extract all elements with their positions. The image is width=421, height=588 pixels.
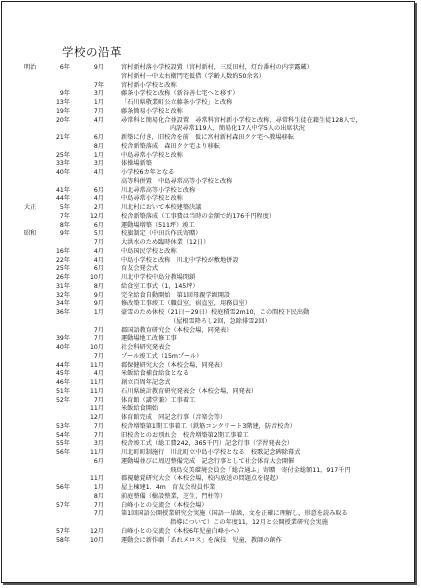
history-row-month: 3月 bbox=[93, 440, 104, 448]
history-row-text: 中島尋常小学校と改称 bbox=[121, 195, 183, 203]
history-row-text: 運動場地工改修工事 bbox=[121, 335, 177, 343]
history-row-year: 9年 bbox=[59, 230, 70, 238]
history-row bbox=[2, 449, 414, 458]
history-row-month: 11月 bbox=[89, 361, 104, 369]
history-row-text: 校舎新築落成 森田クケ宅より移転 bbox=[121, 142, 220, 150]
history-row-text: 運動場増築（511坪）竣工 bbox=[121, 221, 195, 229]
history-row-text: 高等科併置 中島尋常高等小学校と改称 bbox=[121, 177, 233, 185]
history-row bbox=[2, 327, 414, 336]
history-row-month: 5月 bbox=[93, 230, 104, 238]
history-row-text: 郡視聴覚研究大会（本校会場，校内放送の問題点を提起） bbox=[121, 475, 282, 483]
history-row bbox=[2, 213, 414, 222]
history-row bbox=[2, 187, 414, 196]
history-row bbox=[2, 423, 414, 432]
history-row-month: 6月 bbox=[93, 265, 104, 273]
history-row-text: 内訳尋常119人，簡易化17人中学5人の出席状況 bbox=[170, 125, 305, 133]
history-row-month: 11月 bbox=[89, 475, 104, 483]
history-row-year: 33年 bbox=[55, 160, 70, 168]
history-row-text: 尋常科と簡易化合並設置 尋常科宮村新小学校と改称，尋常科生徒在籍生徒128人で， bbox=[121, 116, 362, 124]
history-row-month: 1月 bbox=[93, 99, 104, 106]
history-row-month: 12月 bbox=[89, 414, 104, 421]
history-row-year: 25年 bbox=[55, 151, 70, 159]
history-row-month: 1月 bbox=[93, 309, 104, 316]
history-row bbox=[2, 353, 414, 362]
history-row bbox=[2, 467, 414, 476]
history-row bbox=[2, 344, 414, 353]
history-row-month: 9月 bbox=[93, 64, 104, 71]
history-row bbox=[2, 117, 414, 126]
history-row-year: 19年 bbox=[55, 107, 70, 115]
history-row bbox=[2, 309, 414, 318]
history-row bbox=[2, 178, 414, 187]
history-row-year: 46年 bbox=[55, 379, 70, 386]
history-row-month: 3月 bbox=[93, 90, 104, 98]
history-row-month: 4月 bbox=[93, 116, 104, 124]
history-row-text: 給食室工事式（1，145坪） bbox=[121, 282, 199, 290]
history-row-month: 7月 bbox=[93, 352, 104, 360]
history-row-text: 中島小学校と改称 川北中学校が敷地併設 bbox=[121, 256, 239, 264]
history-row-year: 16年 bbox=[55, 247, 70, 255]
page-title: 学校の沿革 bbox=[62, 45, 122, 59]
history-row-month: 7月 bbox=[93, 510, 104, 518]
history-row bbox=[2, 484, 414, 493]
history-row bbox=[2, 493, 414, 502]
history-row bbox=[2, 405, 414, 414]
history-row-month: 10月 bbox=[89, 536, 104, 544]
history-row-text: 米飯給食補食給食となる bbox=[121, 370, 190, 378]
history-row-year: 51年 bbox=[55, 387, 70, 395]
history-row bbox=[2, 440, 414, 449]
history-row-year: 8年 bbox=[59, 221, 70, 229]
history-row bbox=[2, 152, 414, 161]
history-row-text: 宮村新小学校と改称 bbox=[121, 81, 177, 89]
history-row-era: 昭和 bbox=[24, 230, 37, 238]
history-row-month: 7月 bbox=[93, 501, 104, 509]
history-row-year: 40年 bbox=[55, 344, 70, 351]
history-row-year: 54年 bbox=[55, 431, 70, 439]
history-row-month: 12月 bbox=[89, 212, 104, 220]
history-row bbox=[2, 195, 414, 204]
history-row-text: 創立百周年記念式 bbox=[121, 379, 171, 386]
history-row-month: 1月 bbox=[93, 151, 104, 159]
history-row-year: 22年 bbox=[55, 256, 70, 264]
history-row-text: 体育館完成 同記念行事（音楽会等） bbox=[121, 414, 227, 421]
history-row bbox=[2, 519, 414, 528]
history-row-year: 57年 bbox=[55, 527, 70, 535]
history-row-text: 校舎新築落成（工事費は当時の金額で約176千円程度） bbox=[121, 212, 276, 220]
history-row-text: （屋根雪降ろし2回，急除排雪2回） bbox=[170, 317, 271, 325]
document-page bbox=[1, 1, 415, 583]
history-row-year: 26年 bbox=[55, 274, 70, 281]
history-row-text: 校舎増築第1期工事着工（鉄筋コンクリート3階建，防音校舎） bbox=[121, 422, 296, 430]
history-row-text: 宮村新村一中太右衛門宅仮借（学齢人数約50余名） bbox=[121, 72, 265, 80]
history-row-month: 9月 bbox=[93, 291, 104, 299]
history-row-month: 6月 bbox=[93, 457, 104, 465]
history-row bbox=[2, 283, 414, 292]
history-row-year: 31年 bbox=[55, 282, 70, 290]
history-row bbox=[2, 528, 414, 537]
history-row-year: 34年 bbox=[55, 300, 70, 308]
history-row-month: 7月 bbox=[93, 431, 104, 439]
history-row-month: 7月 bbox=[93, 422, 104, 430]
history-row-text: 体操場新築 bbox=[121, 160, 152, 168]
history-row bbox=[2, 99, 414, 108]
history-row-year: 52年 bbox=[55, 396, 70, 404]
history-row bbox=[2, 82, 414, 91]
history-row-month: 8月 bbox=[93, 282, 104, 290]
history-row-month: 8月 bbox=[93, 492, 104, 500]
history-row-text: 体育館（講堂兼）工事着工 bbox=[121, 396, 196, 404]
history-row-text: 飛鳥交美環境会員会「総合通ふ」寄贈 寄付金総額11，917千円 bbox=[170, 466, 351, 474]
history-row-year: 9年 bbox=[59, 90, 70, 98]
history-row-month: 7月 bbox=[93, 335, 104, 343]
history-row-text: 旧校舎とのお別れ会 校舎増築第2期工事着工 bbox=[121, 431, 249, 439]
history-row bbox=[2, 204, 414, 213]
history-row-text: 屋上棟建1．4m 育友会役員作業 bbox=[121, 484, 216, 491]
history-row bbox=[2, 300, 414, 309]
history-row-text: 藤条小学校と改称（新谷善七宅へと移す） bbox=[121, 90, 239, 98]
history-row bbox=[2, 414, 414, 423]
history-row bbox=[2, 160, 414, 169]
history-row-year: 39年 bbox=[55, 335, 70, 343]
history-row-text: 郡保健研究大会（本校会場，同発表） bbox=[121, 361, 227, 369]
history-row bbox=[2, 108, 414, 117]
history-row bbox=[2, 458, 414, 467]
history-row-year: 6年 bbox=[59, 64, 70, 71]
history-row-text: 白峰小との交流会（本校6年児童白峰小へ） bbox=[121, 527, 243, 535]
history-row-year: 56年 bbox=[55, 484, 70, 491]
history-row bbox=[2, 125, 414, 134]
history-row-month: 6月 bbox=[93, 221, 104, 229]
history-row-text: 運動場並びに周辺整備完成 記念行事として社会体育大会開催 bbox=[121, 457, 295, 465]
history-row bbox=[2, 169, 414, 178]
history-row bbox=[2, 510, 414, 519]
history-row bbox=[2, 379, 414, 388]
history-row-month: 7年 bbox=[93, 81, 104, 89]
history-row-year: 20年 bbox=[55, 116, 70, 124]
history-row-month: 4月 bbox=[93, 195, 104, 203]
history-row bbox=[2, 537, 414, 546]
history-row-text: 白峰小との交流会（本校会場） bbox=[121, 501, 208, 509]
history-row-text: 郡国語教育研究会（本校会場，同発表） bbox=[121, 326, 233, 334]
history-row-text: 「石川県敬業町公立藤条小学校」と改称 bbox=[121, 99, 233, 106]
history-row bbox=[2, 362, 414, 371]
history-row-year: 21年 bbox=[55, 134, 70, 141]
history-row-month: 9月 bbox=[93, 300, 104, 308]
history-row bbox=[2, 73, 414, 82]
history-row bbox=[2, 292, 414, 301]
history-row bbox=[2, 239, 414, 248]
history-row-month: 11月 bbox=[89, 449, 104, 456]
history-row-text: 川北町町制施行 川北町立中島小学校となる 校歌記念碑除幕式 bbox=[121, 449, 301, 456]
history-row-year: 44年 bbox=[55, 195, 70, 203]
history-row-year: 44年 bbox=[55, 361, 70, 369]
history-row bbox=[2, 475, 414, 484]
history-row-text: 新築に付き，旧校舎を前 仮に宮村新村森田クケ宅へ教場移転 bbox=[121, 134, 295, 141]
history-row-text: プール竣工式（15mプール） bbox=[121, 352, 203, 360]
history-row-text: 川北村において本校建築決議 bbox=[121, 204, 202, 211]
history-row-month: 8月 bbox=[93, 142, 104, 150]
history-row bbox=[2, 134, 414, 143]
history-row bbox=[2, 143, 414, 152]
history-row-month: 6月 bbox=[93, 134, 104, 141]
history-row-year: 7年 bbox=[59, 212, 70, 220]
history-row-month: 11月 bbox=[89, 387, 104, 395]
history-row-month: 10月 bbox=[89, 344, 104, 351]
history-row bbox=[2, 64, 414, 73]
history-row-year: 36年 bbox=[55, 309, 70, 316]
history-row bbox=[2, 335, 414, 344]
history-row-text: 川北尋常高等小学校と改称 bbox=[121, 186, 196, 194]
history-row bbox=[2, 388, 414, 397]
history-row-text: 校舎竣工式（総工費242，365千円）記念行事（学習発表会） bbox=[121, 440, 294, 448]
history-row-text: 石川県統計教育研究発表会（本校会場，同発表） bbox=[121, 387, 258, 395]
history-row-text: 藤条簡易小学校と改称 bbox=[121, 107, 183, 115]
history-row bbox=[2, 274, 414, 283]
history-row-month: 12月 bbox=[89, 527, 104, 535]
history-row-month: 10月 bbox=[89, 274, 104, 281]
history-row-month: 6月 bbox=[93, 186, 104, 194]
history-row-text: 修改築工事竣工（職員室，宿直室，用務員室） bbox=[121, 300, 251, 308]
history-row-month: 7月 bbox=[93, 239, 104, 246]
history-row-month: 7月 bbox=[93, 326, 104, 334]
history-row bbox=[2, 502, 414, 511]
history-row-month: 11月 bbox=[89, 405, 104, 413]
history-row-year: 41年 bbox=[55, 186, 70, 194]
history-row-month: 2月 bbox=[93, 204, 104, 211]
history-row-month: 4月 bbox=[93, 169, 104, 176]
history-row bbox=[2, 90, 414, 99]
history-row-month: 4月 bbox=[93, 256, 104, 264]
history-row-text: 宮村新村落小学校設置（宮村新村，三反田村，灯台番村の内字露蔵） bbox=[121, 64, 313, 71]
history-row-era: 大正 bbox=[24, 204, 37, 211]
history-row bbox=[2, 265, 414, 274]
history-row-text: 社会科研究発表会 bbox=[121, 344, 171, 351]
history-row-text: 指導について）この年度11，12月と公開授業研究会実施 bbox=[170, 519, 328, 526]
history-row bbox=[2, 248, 414, 257]
history-row bbox=[2, 230, 414, 239]
history-row-text: 育友会発会式 bbox=[121, 265, 159, 273]
history-row bbox=[2, 397, 414, 406]
history-row-year: 13年 bbox=[55, 99, 70, 106]
history-row-year: 56年 bbox=[55, 449, 70, 456]
history-row bbox=[2, 318, 414, 327]
history-row-year: 5年 bbox=[59, 204, 70, 211]
history-row-text: 運動会に新作劇「あれメロス」を演技 児童，教師の創作 bbox=[121, 536, 282, 544]
history-row-year: 40年 bbox=[55, 169, 70, 176]
history-row-month: 3月 bbox=[93, 160, 104, 168]
history-row-year: 45年 bbox=[55, 370, 70, 378]
history-row-text: 川北中学校中島分教場閉鎖 bbox=[121, 274, 196, 281]
history-row-year: 25年 bbox=[55, 265, 70, 273]
history-row bbox=[2, 222, 414, 231]
history-list bbox=[2, 64, 414, 545]
history-row-month: 4月 bbox=[93, 370, 104, 378]
history-row-month: 7月 bbox=[93, 396, 104, 404]
history-row-year: 58年 bbox=[55, 536, 70, 544]
history-row-month: 11月 bbox=[89, 379, 104, 386]
history-row-text: 第1回国語公開授業研究会実施（国語一単級，文を正確に理解し，形意を読み取る bbox=[121, 510, 348, 518]
history-row-text: 大洪水のため臨時休業（12日） bbox=[121, 239, 210, 246]
history-row-year: 55年 bbox=[55, 440, 70, 448]
history-row-text: 米飯給食開始 bbox=[121, 405, 159, 413]
history-row-month: 1月 bbox=[93, 484, 104, 491]
history-row-year: 32年 bbox=[55, 291, 70, 299]
history-row-text: 中島国民学校と改称 bbox=[121, 247, 177, 255]
history-row-month: 7月 bbox=[93, 107, 104, 115]
history-row bbox=[2, 257, 414, 266]
history-row-year: 57年 bbox=[55, 501, 70, 509]
history-row-text: 小学校6カ年となる bbox=[121, 169, 175, 176]
history-row-text: 豪雪のため休校（21日～29日）校庭積雪2m10，この間校下民出動 bbox=[121, 309, 310, 316]
history-row-era: 明治 bbox=[24, 64, 37, 71]
history-row-text: 前庭整備（樹設整業，芝生，門柱等） bbox=[121, 492, 227, 500]
history-row-text: 完全給食自動開始 第1回母親学級開設 bbox=[121, 291, 231, 299]
history-row-text: 校旗制定（中田兵作氏寄贈） bbox=[121, 230, 202, 238]
history-row bbox=[2, 370, 414, 379]
history-row bbox=[2, 432, 414, 441]
history-row-month: 4月 bbox=[93, 247, 104, 255]
history-row-year: 53年 bbox=[55, 422, 70, 430]
history-row-text: 中島尋常小学校と改称 bbox=[121, 151, 183, 159]
